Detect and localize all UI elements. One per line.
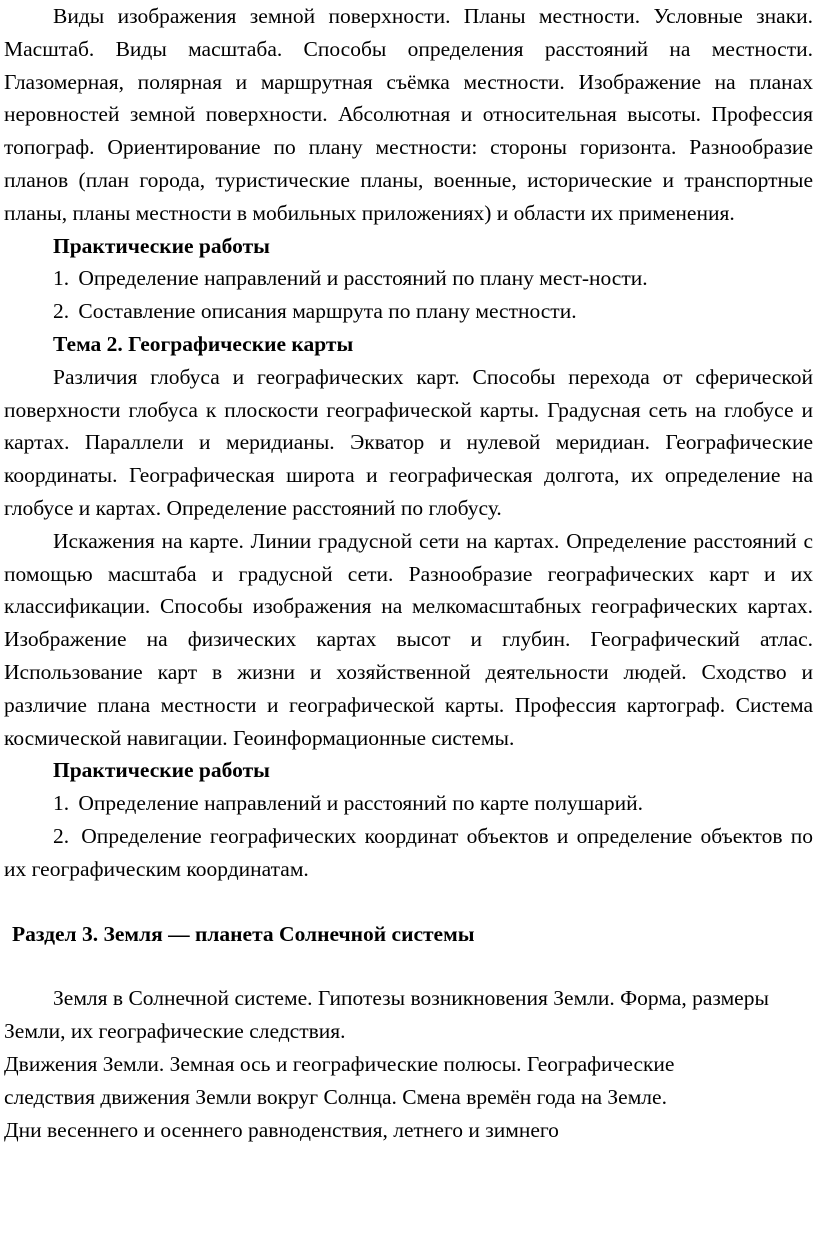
practical-item [4, 295, 813, 328]
list-number: 2. [53, 299, 70, 324]
section-3-heading: Раздел 3. Земля — планета Солнечной системы [12, 921, 475, 946]
practical-item [4, 787, 813, 820]
list-number: 1. [53, 266, 70, 291]
list-item-text: Определение географических координат объектов и определение объектов по их географическим координатам. [4, 823, 814, 881]
topic-2-paragraph-2: Искажения на карте. Линии градусной сети на картах. Определение расстояний с помощью масштаба и градусной сети. Разнообразие географических карт и их классификации. Способы изображения на мелкомасштабных географических картах. Изображение на физических картах высот и глубин. Географический атлас. Использование карт в жизни и хозяйственной деятельности людей. Сходство и различие плана местности и географической карты. Профессия картограф. Система космической навигации. Геоинформационные системы. [4, 528, 813, 750]
list-item-text: Определение направлений и расстояний по карте полушарий. [78, 791, 643, 816]
list-number: 1. [53, 791, 70, 816]
practical-works-heading: Практические работы [53, 233, 270, 258]
list-item-text: Определение направлений и расстояний по плану мест-ности. [78, 266, 648, 291]
practical-item [4, 820, 813, 886]
list-number: 2. [53, 823, 70, 848]
section-3-paragraph-2-line-1: Движения Земли. Земная ось и географические полюсы. Географические [4, 1051, 675, 1076]
section-3-paragraph-2-line-2: следствия движения Земли вокруг Солнца. Смена времён года на Земле. [4, 1084, 667, 1109]
topic-2-heading: Тема 2. Географические карты [53, 331, 354, 356]
topic-2-paragraph-1: Различия глобуса и географических карт. Способы перехода от сферической поверхности глобуса к плоскости географической карты. Градусная сеть на глобусе и картах. Параллели и меридианы. Экватор и нулевой меридиан. Географические координаты. Географическая широта и географическая долгота, их определение на глобусе и картах. Определение расстояний по глобусу. [4, 364, 813, 520]
section-3-paragraph-2-line-3: Дни весеннего и осеннего равноденствия, летнего и зимнего [4, 1117, 559, 1142]
intro-paragraph: Виды изображения земной поверхности. Планы местности. Условные знаки. Масштаб. Виды масштаба. Способы определения расстояний на местности. Глазомерная, полярная и маршрутная съёмка местности. Изображение на планах неровностей земной поверхности. Абсолютная и относительная высоты. Профессия топограф. Ориентирование по плану местности: стороны горизонта. Разнообразие планов (план города, туристические планы, военные, исторические и транспортные планы, планы местности в мобильных приложениях) и области их применения. [4, 4, 813, 225]
practical-works-heading: Практические работы [53, 758, 270, 783]
practical-item [4, 262, 813, 295]
list-item-text: Составление описания маршрута по плану местности. [78, 299, 577, 324]
section-3-paragraph-1: Земля в Солнечной системе. Гипотезы возникновения Земли. Форма, размеры Земли, их географические следствия. [4, 986, 769, 1044]
